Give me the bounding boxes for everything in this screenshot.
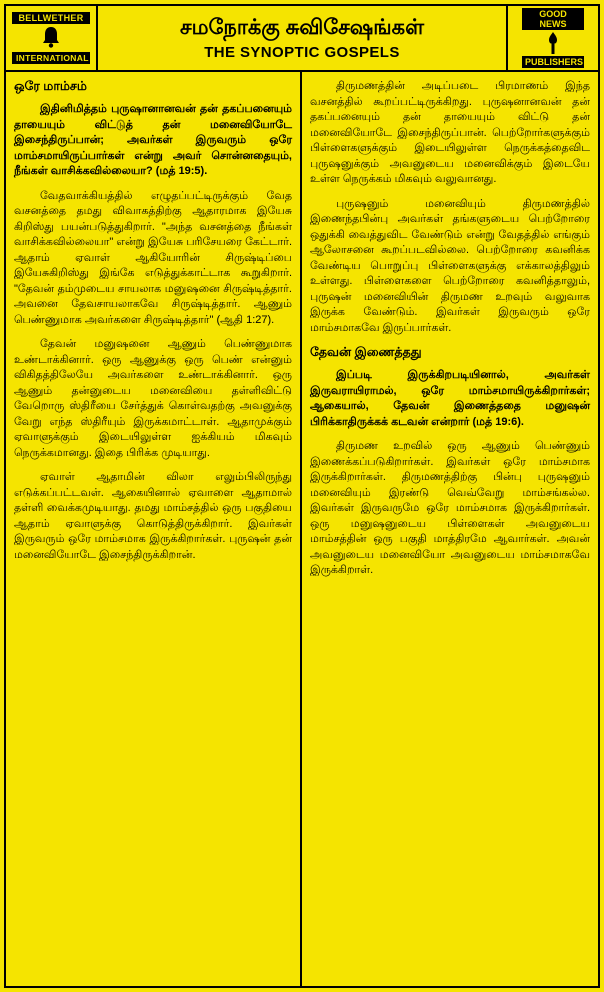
publisher-name-right: GOOD NEWS: [522, 8, 584, 30]
paragraph: புருஷனும் மனைவியும் திருமணத்தில் இணைந்தபின்பு அவர்கள் தங்களுடைய பெற்றோரை ஒதுக்கி வைத்துவிட வேண்டும் என்று வேதத்தில் எங்கும் ஆலோசனை கூறப்படவில்லை. பெற்றோரை கவனிக்க வேண்டிய பொறுப்பு பிள்ளைகளுக்கு எக்காலத்திலும் உள்ளது. பிள்ளைகளை பெற்றோரை கவனித்தாலும், புருஷன் மனைவியின் திருமண உறவும் வலுவாக இருக்க வேண்டும். இவர்கள் இருவரும் ஒரே மாம்சமாகவே இருப்பார்கள்.: [310, 197, 590, 334]
publisher-sub-right: PUBLISHERS: [522, 56, 584, 68]
right-column: [302, 72, 598, 986]
publisher-name-left: BELLWETHER: [12, 12, 90, 24]
paragraph: திருமணத்தின் அடிப்படை பிரமாணம் இந்த வசனத்தில் கூறப்பட்டிருக்கிறது. புருஷனானவன் தன் தகப்பனையும் தன் தாயையும் விட்டு தன் மனைவியோடே இசைந்திருப்பான். பெற்றோர்களுக்கும் பிள்ளைகளுக்கும் இடையிலுள்ள நெருக்கத்தைவிட புருஷனுக்கும் அவனுடைய மனைவிக்கும் இடையே உள்ள நெருக்கம் மிகவும் வலுவானது.: [310, 80, 590, 185]
publisher-logo-right: [506, 6, 598, 70]
right-section-heading: தேவன் இணைத்தது: [310, 345, 422, 359]
paragraph: இப்படி இருக்கிறபடியினால், அவர்கள் இருவராயிராமல், ஒரே மாம்சமாயிருக்கிறார்கள்; ஆகையால், தேவன் இணைத்ததை மனுஷன் பிரிக்காதிருக்கக் கடவன் என்றார் (மத் 19:6).: [310, 369, 590, 428]
paragraph: ஏவாள் ஆதாமின் விலா எலும்பிலிருந்து எடுக்கப்பட்டவள். ஆகையினால் ஏவாளை ஆதாமால் தள்ளி வைக்கமுடியாது. தமது மாம்சத்தில் ஒரு பகுதியை ஆதாம் ஏவாளுக்கு கொடுத்திருக்கிறார். இவர்கள் இருவரும் ஒரே மாம்சமாக இருக்கிறார்கள். புருஷன் தன் மனைவியோடே இசைந்திருக்கிறான்.: [14, 471, 292, 561]
paragraph: தேவன் மனுஷனை ஆணும் பெண்ணுமாக உண்டாக்கினார். ஒரு ஆணுக்கு ஒரு பெண் என்னும் விகிதத்திலேயே அவர்களை உண்டாக்கினார். ஒரு ஆணும் தன்னுடைய மனைவியை தள்ளிவிட்டு வேறொரு ஸ்திரீயை சேர்த்துக் கொள்வதற்கு அவனுக்கு வேறு எந்த ஸ்திரீயும் இருக்கமாட்டாள். ஆதாமுக்கும் ஏவாளுக்கும் இடையிலுள்ள ஐக்கியம் மிகவும் நெருக்கமானது. இதை பிரிக்க முடியாது.: [14, 338, 292, 459]
publisher-sub-left: INTERNATIONAL: [12, 52, 90, 64]
page-frame: [4, 4, 600, 988]
publisher-logo-left: [6, 6, 98, 70]
left-section-heading: ஒரே மாம்சம்: [14, 79, 87, 93]
paragraph: இதினிமித்தம் புருஷானானவன் தன் தகப்பனையும் தாயையும் விட்டுத் தன் மனைவியோடே இசைந்திருப்பான்; அவர்கள் இருவரும் ஒரே மாம்சமாயிருப்பார்கள் என்று அவர் சொன்னதையும், நீங்கள் வாசிக்கவில்லையா? (மத் 19:5).: [14, 103, 292, 177]
page-title-english: THE SYNOPTIC GOSPELS: [204, 44, 400, 61]
page-title-tamil: சமநோக்கு சுவிசேஷங்கள்: [179, 16, 425, 39]
page-header: [6, 6, 598, 72]
bell-icon: [38, 25, 64, 49]
title-block: [98, 6, 506, 70]
torch-icon: [540, 31, 566, 55]
left-column: [6, 72, 302, 986]
paragraph: வேதவாக்கியத்தில் எழுதப்பட்டிருக்கும் வேத வசனத்தை தமது விவாகத்திற்கு ஆதாரமாக இயேசு கிறிஸ்து பயன்படுத்துகிறார். "அந்த வசனத்தை நீங்கள் வாசிக்கவில்லையா" என்று இயேசு பரிசேயரை கேட்டார். ஆதாம் ஏவாள் ஆகியோரின் சிருஷ்டிப்பை இயேசுகிறிஸ்து இங்கே எடுத்துக்காட்டாக கூறுகிறார். "தேவன் தம்முடைய சாயலாக மனுஷனை சிருஷ்டித்தார். அவனை தேவசாயலாகவே சிருஷ்டித்தார். ஆணும் பெண்ணுமாக அவர்களை சிருஷ்டித்தார்" (ஆதி 1:27).: [14, 189, 292, 326]
page-body: [6, 72, 598, 986]
paragraph: திருமண உறவில் ஒரு ஆணும் பெண்ணும் இணைக்கப்படுகிறார்கள். இவர்கள் ஒரே மாம்சமாக இருக்கிறார்கள். திருமணத்திற்கு பின்பு புருஷனும் மனைவியும் இரண்டு வெவ்வேறு மாம்சங்கல்ல. இவர்கள் இருவருமே ஒரே மாம்சமாக இருக்கிறார்கள். ஒரு மனுஷனுடைய பிள்ளைகள் அவனுடைய மாம்சத்தின் ஒரு பகுதி மாத்திரமே ஆவார்கள். அவன் அவனுடைய மனைவியோ அவனுடைய மாம்சமாகவே இருக்கிறாள்.: [310, 440, 590, 576]
